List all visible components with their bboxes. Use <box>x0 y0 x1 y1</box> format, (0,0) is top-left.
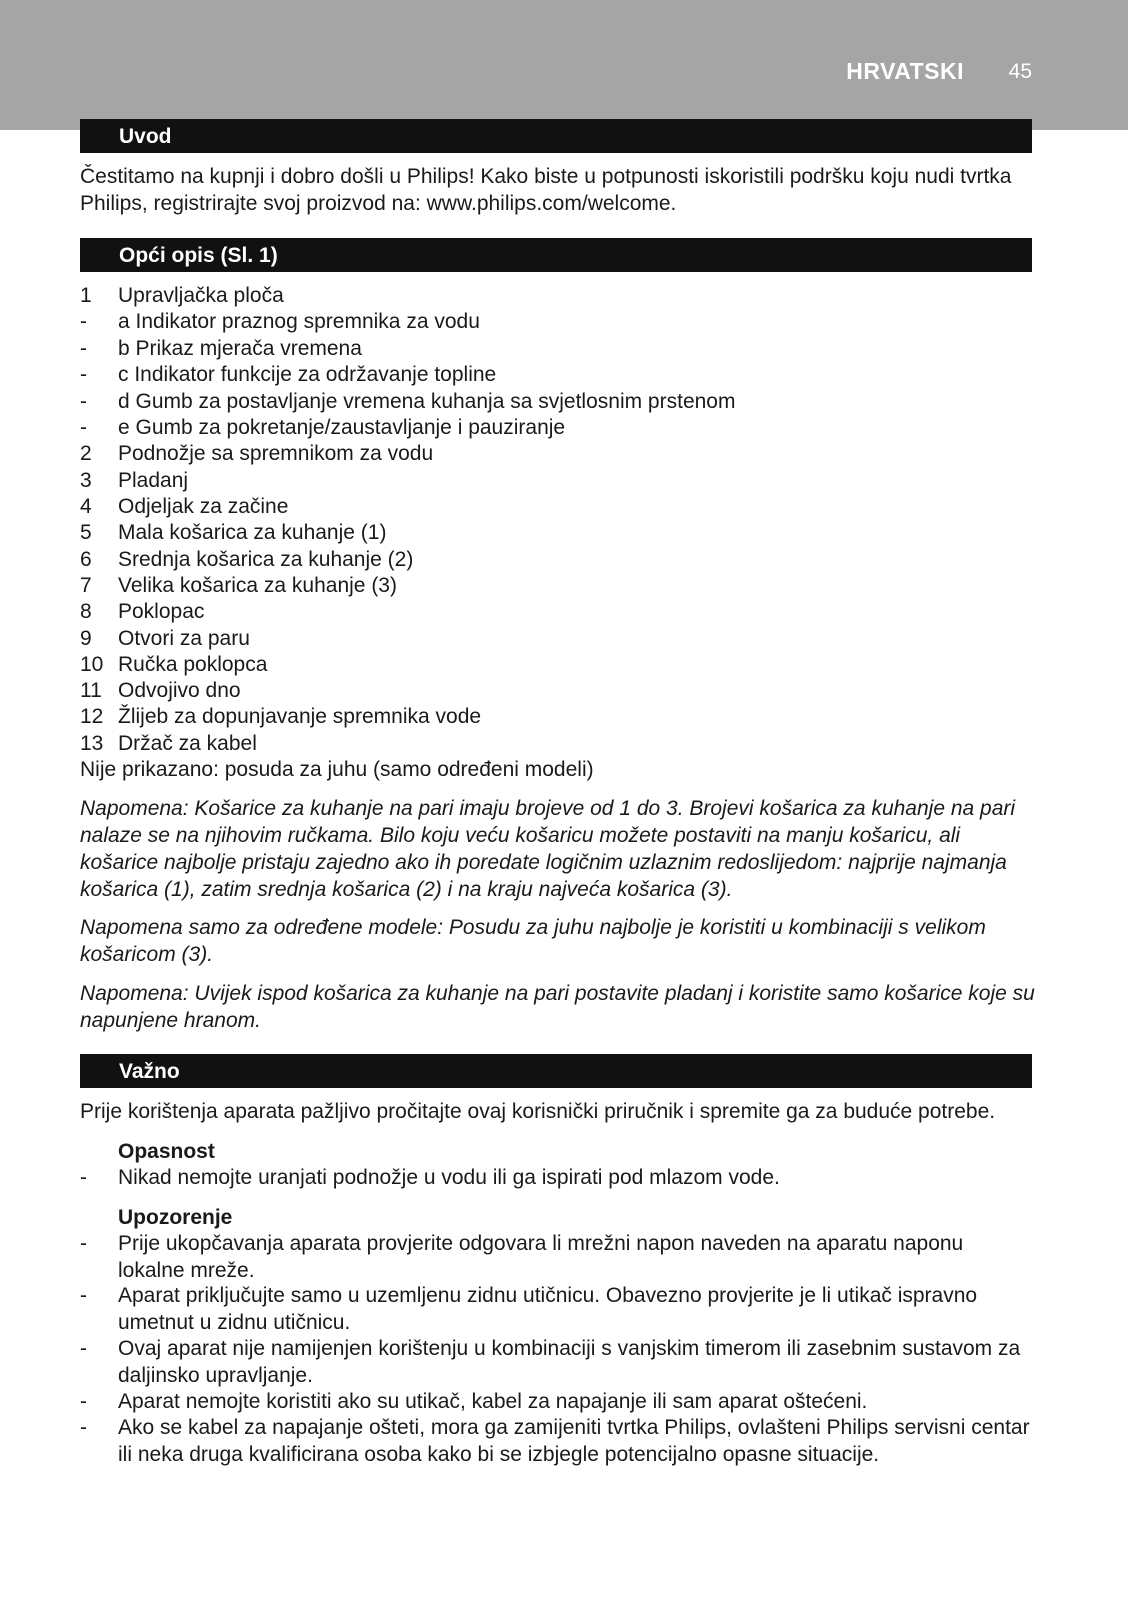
warning-item: - Ovaj aparat nije namijenjen korištenju u kombinaciji s vanjskim timerom ili zasebnim sustavom za daljinsko upravljanje. <box>80 1337 1021 1387</box>
note-soup-bowl: Napomena samo za određene modele: Posudu za juhu najbolje je koristiti u kombinaciji s velikom košaricom (3). <box>80 916 986 966</box>
warning-item: - Prije ukopčavanja aparata provjerite odgovara li mrežni napon naveden na aparatu naponu lokalne mreže. <box>80 1232 964 1282</box>
intro-paragraph: Čestitamo na kupnji i dobro došli u Philips! Kako biste u potpunosti iskoristili podršku koju nudi tvrtka Philips, registrirajte svoj proizvod na: www.philips.com/welcome. <box>80 165 1012 215</box>
warning-heading: Upozorenje <box>118 1206 233 1229</box>
list-item: 2 Podnožje sa spremnikom za vodu <box>80 442 434 465</box>
language-label: HRVATSKI <box>846 58 964 84</box>
list-item: - c Indikator funkcije za održavanje topline <box>80 363 497 386</box>
note-drip-tray: Napomena: Uvijek ispod košarica za kuhanje na pari postavite pladanj i koristite samo košarice koje su napunjene hranom. <box>80 982 1035 1032</box>
section-heading-important: Važno <box>80 1054 1032 1088</box>
section-heading-general-description: Opći opis (Sl. 1) <box>80 238 1032 272</box>
list-item: 13 Držač za kabel <box>80 732 257 755</box>
warning-item: - Ako se kabel za napajanje ošteti, mora ga zamijeniti tvrtka Philips, ovlašteni Philips servisni centar ili neka druga kvalificirana osoba kako bi se izbjegle potencijalno opasne situacije. <box>80 1416 1030 1466</box>
not-shown-note: Nije prikazano: posuda za juhu (samo određeni modeli) <box>80 758 594 781</box>
warning-item: - Aparat nemojte koristiti ako su utikač, kabel za napajanje ili sam aparat oštećeni. <box>80 1390 868 1413</box>
page-header <box>0 0 1128 130</box>
list-item: 3 Pladanj <box>80 469 189 492</box>
list-item: 11 Odvojivo dno <box>80 679 241 702</box>
list-item: 9 Otvori za paru <box>80 627 250 650</box>
section-heading-intro: Uvod <box>80 119 1032 153</box>
list-item: 6 Srednja košarica za kuhanje (2) <box>80 548 414 571</box>
list-item: 12 Žlijeb za dopunjavanje spremnika vode <box>80 705 482 728</box>
list-item: - b Prikaz mjerača vremena <box>80 337 362 360</box>
list-item: - a Indikator praznog spremnika za vodu <box>80 310 480 333</box>
list-item: - d Gumb za postavljanje vremena kuhanja sa svjetlosnim prstenom <box>80 390 736 413</box>
important-intro: Prije korištenja aparata pažljivo pročitajte ovaj korisnički priručnik i spremite ga za buduće potrebe. <box>80 1100 996 1123</box>
list-item: 8 Poklopac <box>80 600 205 623</box>
list-item: 5 Mala košarica za kuhanje (1) <box>80 521 387 544</box>
danger-heading: Opasnost <box>118 1140 215 1163</box>
note-basket-numbers: Napomena: Košarice za kuhanje na pari imaju brojeve od 1 do 3. Brojevi košarica za kuhanje na pari nalaze se na njihovim ručkama. Bilo koju veću košaricu možete postaviti na manju košaricu, ali košarice najbolje pristaju zajedno ako ih poredate logičnim uzlaznim redoslijedom: najprije najmanja košarica (1), zatim srednja košarica (2) i na kraju najveća košarica (3). <box>80 797 1016 901</box>
list-item: 1 Upravljačka ploča <box>80 284 284 307</box>
warning-item: - Aparat priključujte samo u uzemljenu zidnu utičnicu. Obavezno provjerite je li utikač ispravno umetnut u zidnu utičnicu. <box>80 1284 978 1334</box>
list-item: - e Gumb za pokretanje/zaustavljanje i pauziranje <box>80 416 566 439</box>
list-item: 4 Odjeljak za začine <box>80 495 289 518</box>
danger-item: - Nikad nemojte uranjati podnožje u vodu ili ga ispirati pod mlazom vode. <box>80 1166 780 1189</box>
list-item: 7 Velika košarica za kuhanje (3) <box>80 574 397 597</box>
page-number: 45 <box>1008 60 1032 83</box>
list-item: 10 Ručka poklopca <box>80 653 268 676</box>
